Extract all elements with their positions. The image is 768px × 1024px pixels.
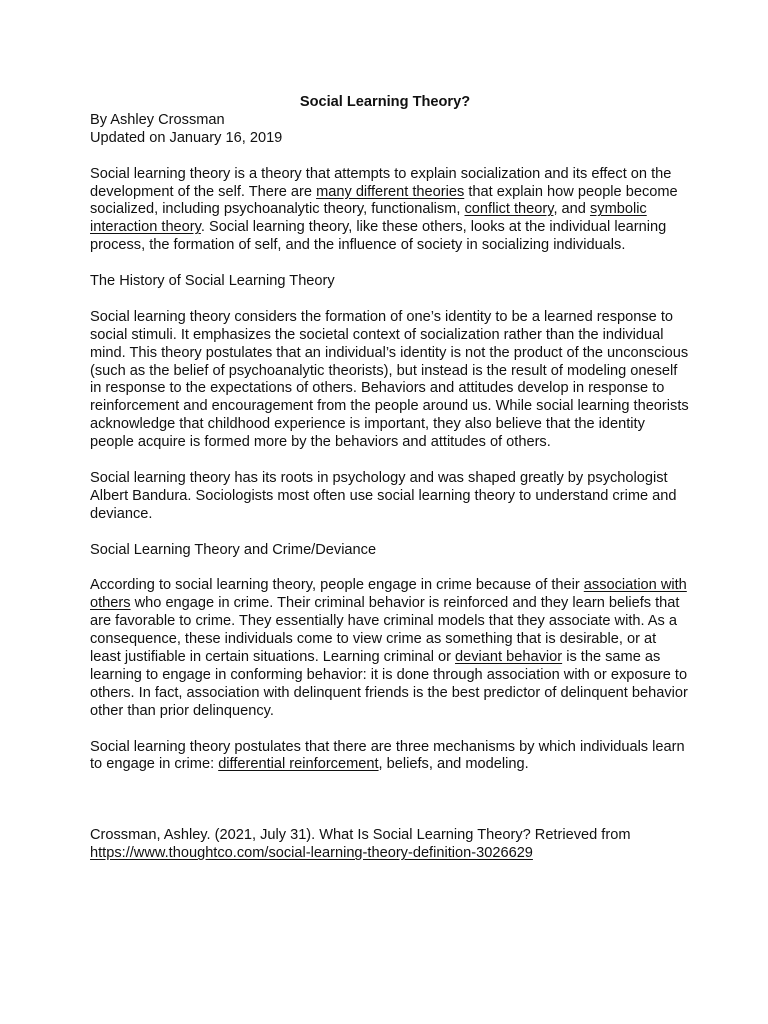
crime-text-3: is the same as learning to engage in conforming behavior: it is done through association with or exposure to others. In fact, association with delinquent friends is the best predictor of delinquent behavior other than prior delinquency. [90, 649, 688, 719]
intro-text-4: . Social learning theory, like these others, looks at the individual learning process, the formation of self, and the influence of society in socializing individuals. [90, 219, 667, 254]
document-title: Social Learning Theory? [299, 94, 471, 110]
intro-text-2: that explain how people become socialized, including psychoanalytic theory, functionalism, [90, 183, 678, 218]
mechanisms-text-2: , beliefs, and modeling. [378, 756, 529, 773]
section-heading-crime: Social Learning Theory and Crime/Deviance [90, 541, 377, 558]
citation-text: Crossman, Ashley. (2021, July 31). What Is Social Learning Theory? Retrieved from [90, 827, 631, 844]
document-meta [90, 112, 708, 148]
crime-paragraph [90, 577, 690, 720]
crime-text-2: who engage in crime. Their criminal behavior is reinforced and they learn beliefs that are favorable to crime. They essentially have criminal models that they associate with. As a consequence, these individuals come to view crime as something that is desirable, or at least justifiable in certain situations. Learning criminal or [90, 595, 680, 665]
updated-date: Updated on January 16, 2019 [90, 129, 283, 146]
crime-text-1: According to social learning theory, people engage in crime because of their [90, 577, 584, 594]
intro-text-1: Social learning theory is a theory that attempts to explain socialization and its effect on the development of the self. There are [90, 165, 672, 200]
byline: By Ashley Crossman [90, 111, 225, 128]
citation [90, 827, 690, 863]
link-differential-reinforcement[interactable]: differential reinforcement [218, 756, 379, 773]
mechanisms-text-1: Social learning theory postulates that there are three mechanisms by which individuals learn to engage in crime: [90, 738, 685, 773]
intro-paragraph [90, 166, 690, 256]
link-symbolic-interaction-theory[interactable]: symbolic interaction theory [90, 201, 647, 236]
mechanisms-paragraph [90, 739, 690, 775]
section-heading-history: The History of Social Learning Theory [90, 273, 335, 290]
link-conflict-theory[interactable]: conflict theory [464, 201, 554, 218]
intro-text-3: , and [553, 201, 590, 218]
roots-paragraph: Social learning theory has its roots in psychology and was shaped greatly by psychologist Albert Bandura. Sociologists most often use social learning theory to understand crime and deviance. [90, 469, 677, 522]
link-many-different-theories[interactable]: many different theories [316, 183, 465, 200]
history-paragraph: Social learning theory considers the formation of one’s identity to be a learned response to social stimuli. It emphasizes the societal context of socialization rather than the individual mind. This theory postulates that an individual’s identity is not the product of the unconscious (such as the belief of psychoanalytic theorists), but instead is the result of modeling oneself in response to the expectations of others. Behaviors and attitudes develop in response to reinforcement and encouragement from the people around us. While social learning theorists acknowledge that childhood experience is important, they also believe that the identity people acquire is formed more by the behaviors and attitudes of others. [90, 308, 689, 451]
link-association-with-others[interactable]: association with others [90, 577, 687, 612]
citation-url-link[interactable]: https://www.thoughtco.com/social-learning-theory-definition-3026629 [90, 845, 533, 862]
link-deviant-behavior[interactable]: deviant behavior [455, 649, 563, 665]
